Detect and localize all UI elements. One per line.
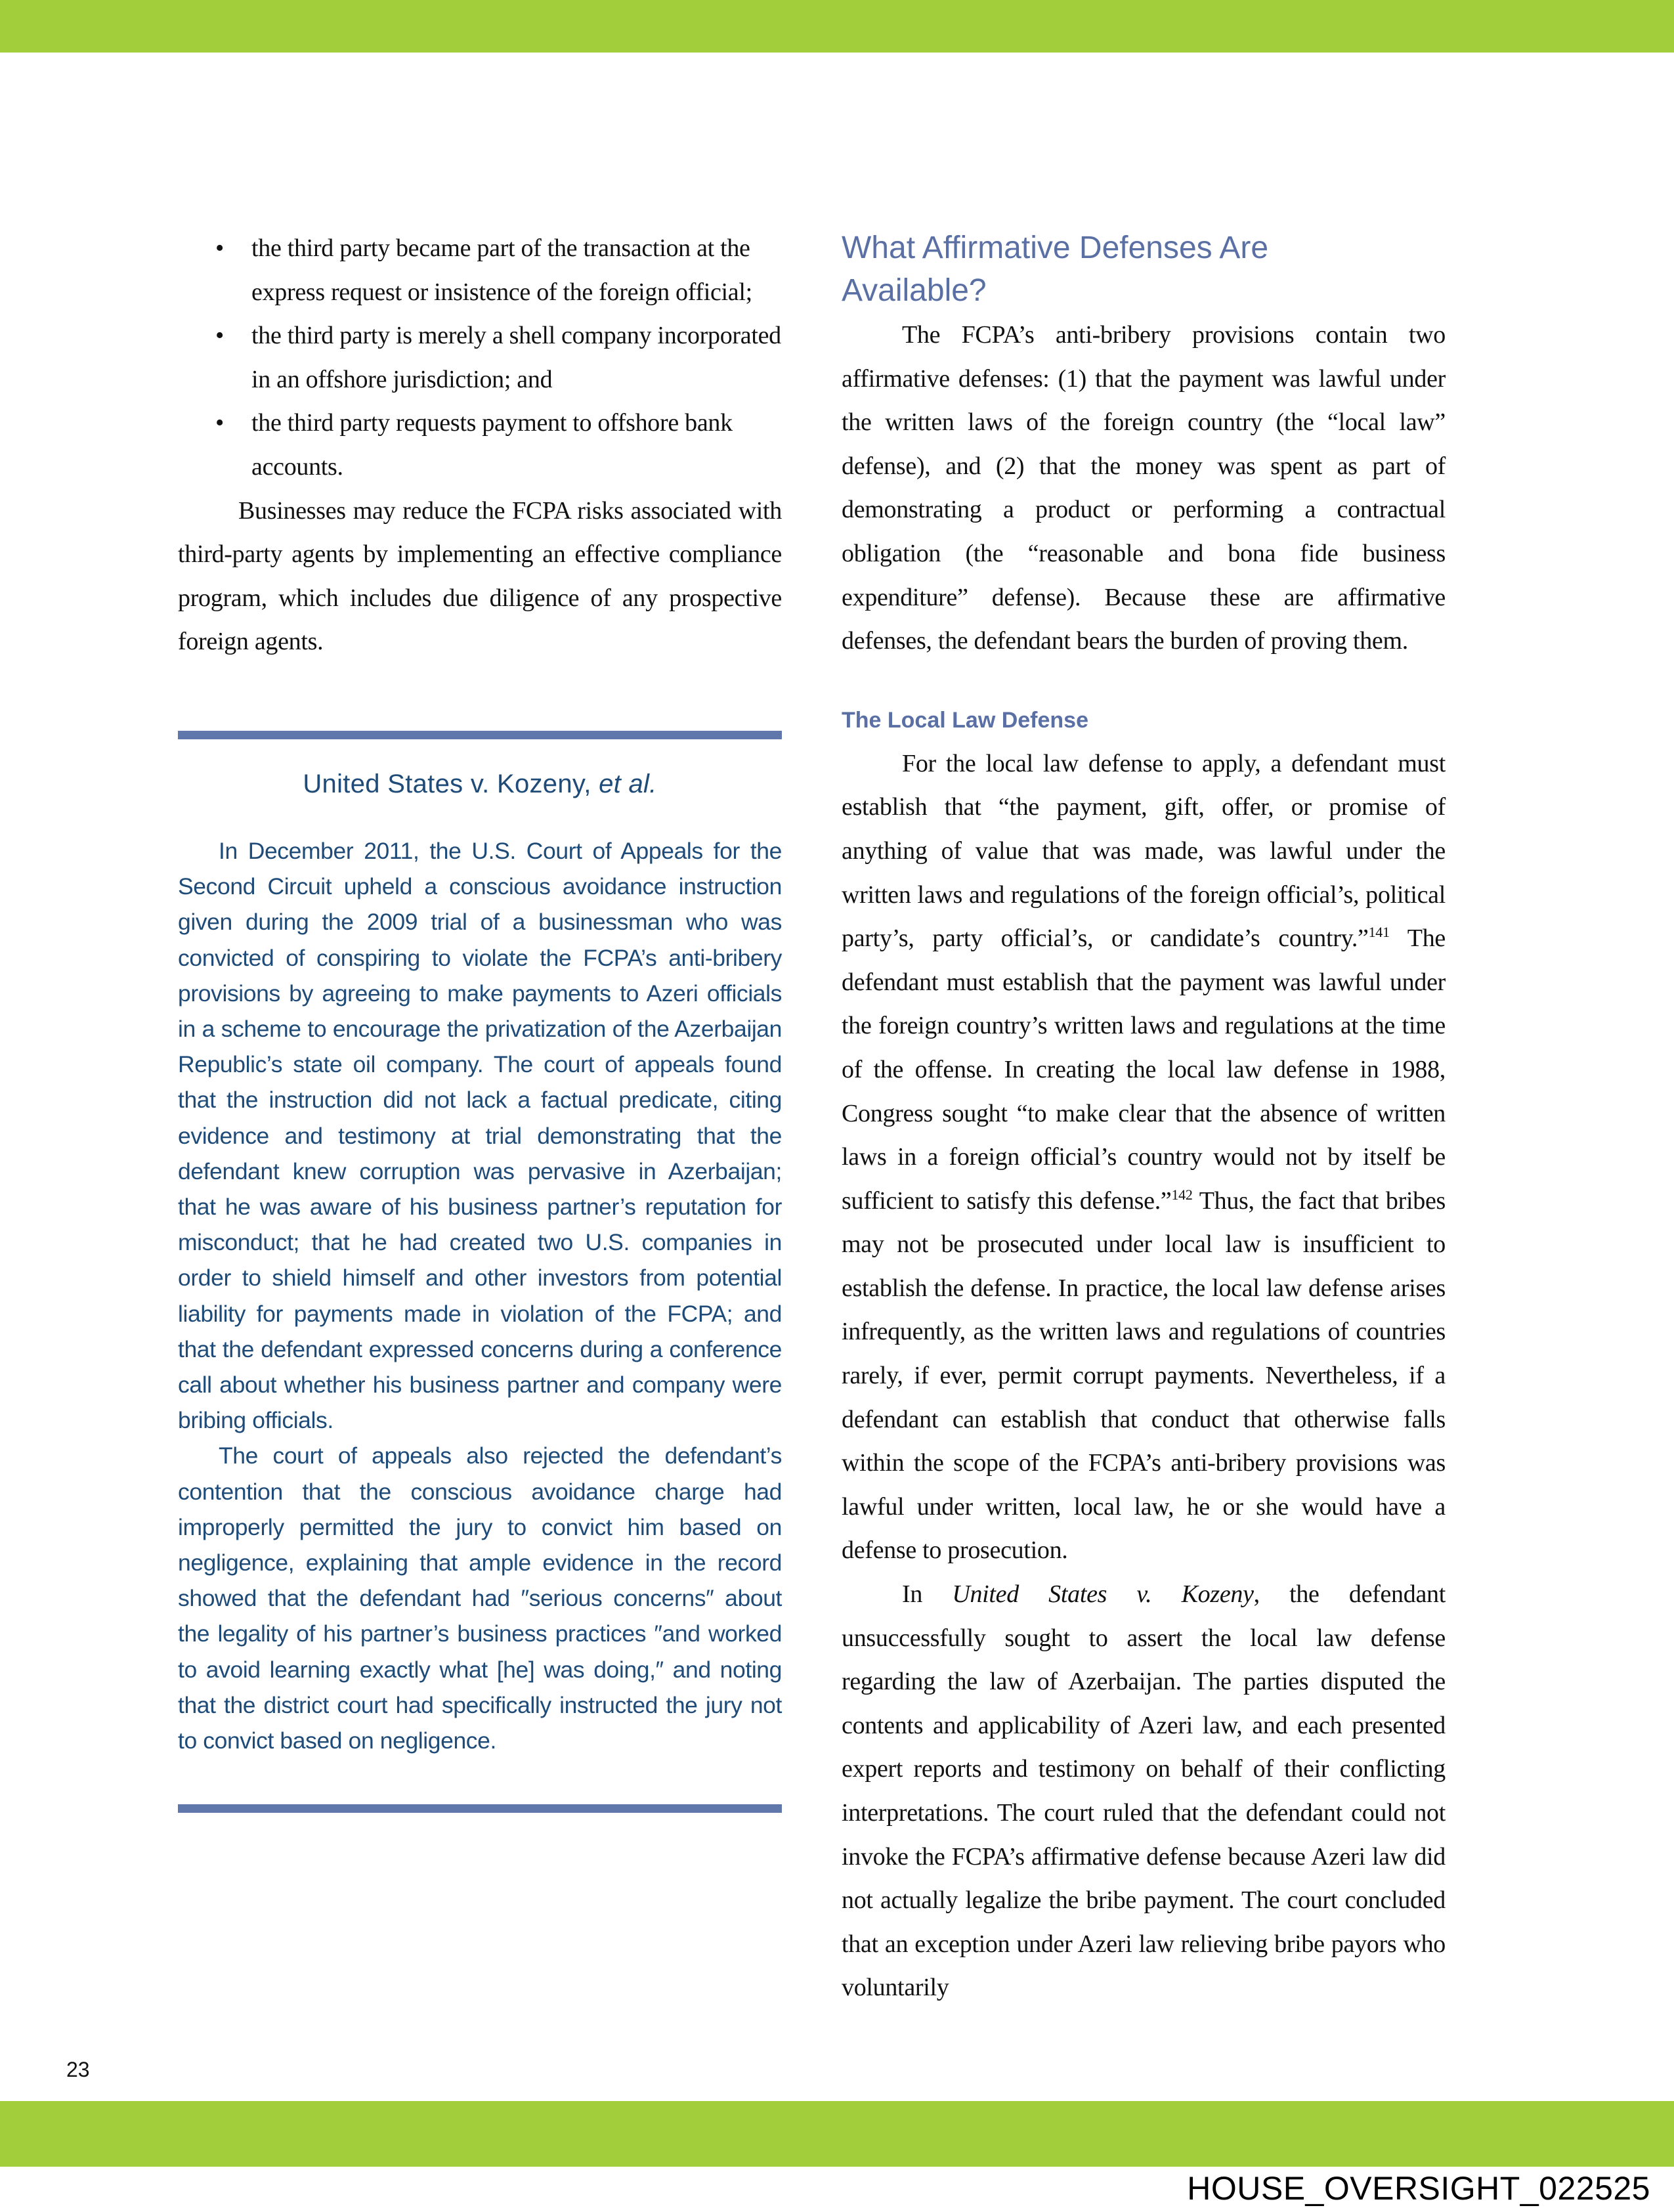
right-column bbox=[842, 227, 1446, 2010]
compliance-paragraph: Businesses may reduce the FCPA risks associated with third-party agents by implementing an effective compliance program, which includes due diligence of any prospective foreign agents. bbox=[178, 496, 782, 656]
box-paragraph: In December 2011, the U.S. Court of Appeals for the Second Circuit upheld a conscious avoidance instruction given during the 2009 trial of a businessman who was convicted of conspiring to violate the FCPA’s anti-bribery provisions by agreeing to make payments to Azeri officials in a scheme to encourage the privatization of the Azerbaijan Republic’s state oil company. The court of appeals found that the instruction did not lack a factual predicate, citing evidence and testimony at trial demonstrating that the defendant knew corruption was pervasive in Azerbaijan; that he was aware of his business partner’s reputation for misconduct; that he had created two U.S. companies in order to shield himself and other investors from potential liability for payments made in violation of the FCPA; and that the defendant expressed concerns during a conference call about whether his business partner and company were bribing officials. bbox=[178, 837, 782, 1434]
case-citation: United States v. Kozeny bbox=[952, 1580, 1254, 1609]
bottom-color-band bbox=[0, 2101, 1674, 2167]
left-column bbox=[178, 227, 782, 1813]
list-item: • the third party became part of the transaction at the express request or insistence of the foreign official; bbox=[178, 227, 782, 314]
bullet-icon: • bbox=[215, 409, 225, 437]
intro-paragraph: The FCPA’s anti-bribery provisions contain two affirmative defenses: (1) that the payment was lawful under the written laws of the foreign country (the “local law” defense), and (2) that the money was spent as part of demonstrating a product or performing a contractual obligation (the “reasonable and bona fide business expenditure” defense). Because these are affirmative defenses, the defendant bears the burden of proving them. bbox=[842, 321, 1446, 655]
section-heading: What Affirmative Defenses Are Available? bbox=[842, 230, 1269, 308]
list-item: • the third party requests payment to offshore bank accounts. bbox=[178, 401, 782, 488]
case-sidebar-box bbox=[178, 731, 782, 1813]
page-number: 23 bbox=[66, 2058, 90, 2081]
risk-indicator-list bbox=[178, 227, 782, 489]
subsection-heading: The Local Law Defense bbox=[842, 707, 1088, 733]
bullet-icon: • bbox=[215, 234, 225, 262]
box-top-rule bbox=[178, 731, 782, 739]
footnote-ref-141[interactable]: 141 bbox=[1368, 924, 1390, 941]
list-item: • the third party is merely a shell company incorporated in an offshore jurisdiction; and bbox=[178, 314, 782, 401]
footnote-ref-142[interactable]: 142 bbox=[1171, 1186, 1193, 1203]
box-paragraph: The court of appeals also rejected the defendant’s contention that the conscious avoidance charge had improperly permitted the jury to convict him based on negligence, explaining that ample evidence in the record showed that the defendant had ″serious concerns″ about the legality of his partner’s business practices ″and worked to avoid learning exactly what [he] was doing,″ and noting that the district court had specifically instructed the jury not to convict based on negligence. bbox=[178, 1442, 782, 1754]
box-title: United States v. Kozeny, et al. bbox=[303, 769, 657, 798]
top-color-band bbox=[0, 0, 1674, 53]
bates-stamp: HOUSE_OVERSIGHT_022525 bbox=[1187, 2170, 1650, 2207]
bullet-icon: • bbox=[215, 322, 225, 350]
local-law-paragraph: For the local law defense to apply, a defendant must establish that “the payment, gift, offer, or promise of anything of value that was made, was lawful under the written laws and regulations of the foreign official’s, political party’s, party official’s, or candidate’s country.”$^{141}$ The defendant must establish that the payment was lawful under the foreign country’s written laws and regulations at the time of the offense. In creating the local law defense in 1988, Congress sought “to make clear that the absence of written laws in a foreign official’s country would not by itself be sufficient to satisfy this defense.”$^{142}$ Thus, the fact that bribes may not be prosecuted under local law is insufficient to establish the defense. In practice, the local law defense arises infrequently, as the written laws and regulations of countries rarely, if ever, permit corrupt payments. Nevertheless, if a defendant can establish that conduct that otherwise falls within the scope of the FCPA’s anti-bribery provisions was lawful under written, local law, he or she would have a defense to prosecution. bbox=[842, 749, 1446, 1565]
kozeny-paragraph: In United States v. Kozeny, the defendant unsuccessfully sought to assert the local law defense regarding the law of Azerbaijan. The parties disputed the contents and applicability of Azeri law, and each presented expert reports and testimony on behalf of their conflicting interpretations. The court ruled that the defendant could not invoke the FCPA’s affirmative defense because Azeri law did not actually legalize the bribe payment. The court concluded that an exception under Azeri law relieving bribe payors who voluntarily bbox=[842, 1580, 1446, 2002]
box-bottom-rule bbox=[178, 1804, 782, 1813]
